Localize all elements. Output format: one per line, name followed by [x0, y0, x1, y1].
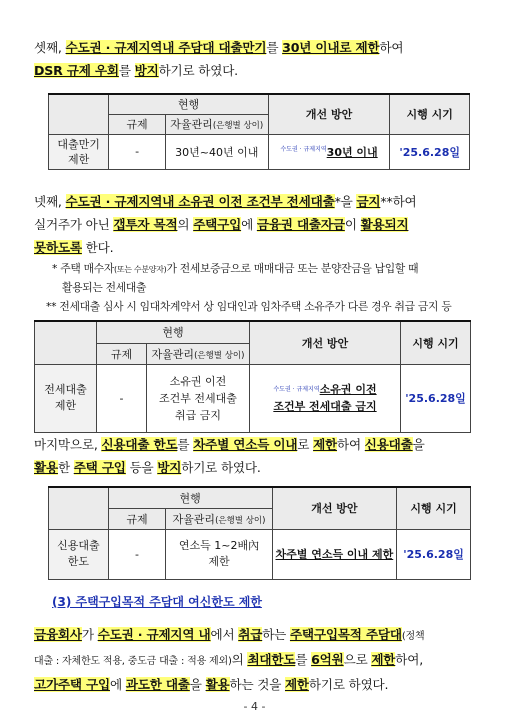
table-corner: [35, 321, 97, 364]
cell-reg: -: [108, 529, 166, 579]
header-self: 자율관리(은행별 상이): [165, 114, 268, 134]
table-corner: [49, 487, 109, 529]
table-maturity: [48, 93, 470, 170]
highlight-text: DSR 규제 우회: [34, 63, 119, 78]
header-plan: 개선 방안: [250, 321, 401, 364]
highlight-text: 방지: [134, 63, 159, 78]
table-corner: [49, 94, 109, 134]
page-number: - 4 -: [243, 700, 266, 713]
header-current: 현행: [97, 321, 250, 343]
cell-plan: 차주별 연소득 이내 제한: [272, 529, 396, 579]
cell-self: 30년~40년 이내: [165, 134, 268, 169]
cell-date: '25.6.28일: [397, 529, 471, 579]
header-current: 현행: [108, 487, 272, 508]
header-date: 시행 시기: [401, 321, 471, 364]
footnote-1-cont: 활용되는 전세대출: [62, 281, 147, 294]
row-label: 전세대출 제한: [35, 364, 97, 432]
cell-reg: -: [97, 364, 147, 432]
highlight-text: 30년 이내로 제한: [282, 40, 380, 55]
highlight-text: 수도권 · 규제지역내 주담대 대출만기: [65, 40, 267, 55]
header-date: 시행 시기: [397, 487, 471, 529]
header-reg: 규제: [108, 508, 166, 529]
header-self: 자율관리(은행별 상이): [147, 343, 250, 364]
cell-plan: $^{수도권 \cdot 규제지역}$30년 이내: [268, 134, 390, 169]
paragraph-jeonse: 넷째, 수도권 · 규제지역내 소유권 이전 조건부 전세대출*을 금지**하여 실거주가 아닌 갭투자 목적의 주택구입에 금융권 대출자금이 활용되지 못하도록 한다.: [34, 194, 417, 255]
text: 하여: [379, 40, 404, 55]
paragraph-dsr: [34, 36, 476, 82]
header-plan: 개선 방안: [268, 94, 390, 134]
cell-reg: -: [109, 134, 165, 169]
cell-date: '25.6.28일: [390, 134, 470, 169]
table-credit: [48, 486, 471, 580]
header-reg: 규제: [109, 114, 165, 134]
text: 를: [266, 40, 283, 55]
footnote-1: * 주택 매수자(또는 수분양자)가 전세보증금으로 매매대금 또는 분양잔금을 납입할 때: [52, 262, 419, 275]
cell-self: 연소득 1~2배內 제한: [166, 529, 272, 579]
table-jeonse: [34, 320, 471, 433]
text: 하기로 하였다.: [158, 63, 238, 78]
header-self: 자율관리(은행별 상이): [166, 508, 272, 529]
cell-self: 소유권 이전 조건부 전세대출 취급 금지: [147, 364, 250, 432]
header-plan: 개선 방안: [272, 487, 396, 529]
header-reg: 규제: [97, 343, 147, 364]
cell-plan: $^{수도권 \cdot 규제지역}$소유권 이전 조건부 전세대출 금지: [250, 364, 401, 432]
text: 를: [118, 63, 135, 78]
text: 셋째,: [34, 40, 66, 55]
header-date: 시행 시기: [390, 94, 470, 134]
row-label: 대출만기 제한: [49, 134, 109, 169]
footnote-2: ** 전세대출 심사 시 임대차계약서 상 임대인과 임차주택 소유주가 다른 경우 취급 금지 등: [46, 300, 452, 313]
paragraph-mortgage-limit: 금융회사가 수도권 · 규제지역 내에서 취급하는 주택구입목적 주담대(정책 대출 : 자체한도 적용, 중도금 대출 : 적용 제외)의 최대한도를 6억원으로 제한하여, 고가주택 구입에 과도한 대출을 활용하는 것을 제한하기로 하였다.: [34, 627, 425, 692]
cell-date: '25.6.28일: [401, 364, 471, 432]
section-heading: (3) 주택구입목적 주담대 여신한도 제한: [52, 595, 262, 609]
row-label: 신용대출 한도: [49, 529, 109, 579]
header-current: 현행: [109, 94, 268, 114]
paragraph-credit: 마지막으로, 신용대출 한도를 차주별 연소득 이내로 제한하여 신용대출을 활용한 주택 구입 등을 방지하기로 하였다.: [34, 437, 425, 475]
